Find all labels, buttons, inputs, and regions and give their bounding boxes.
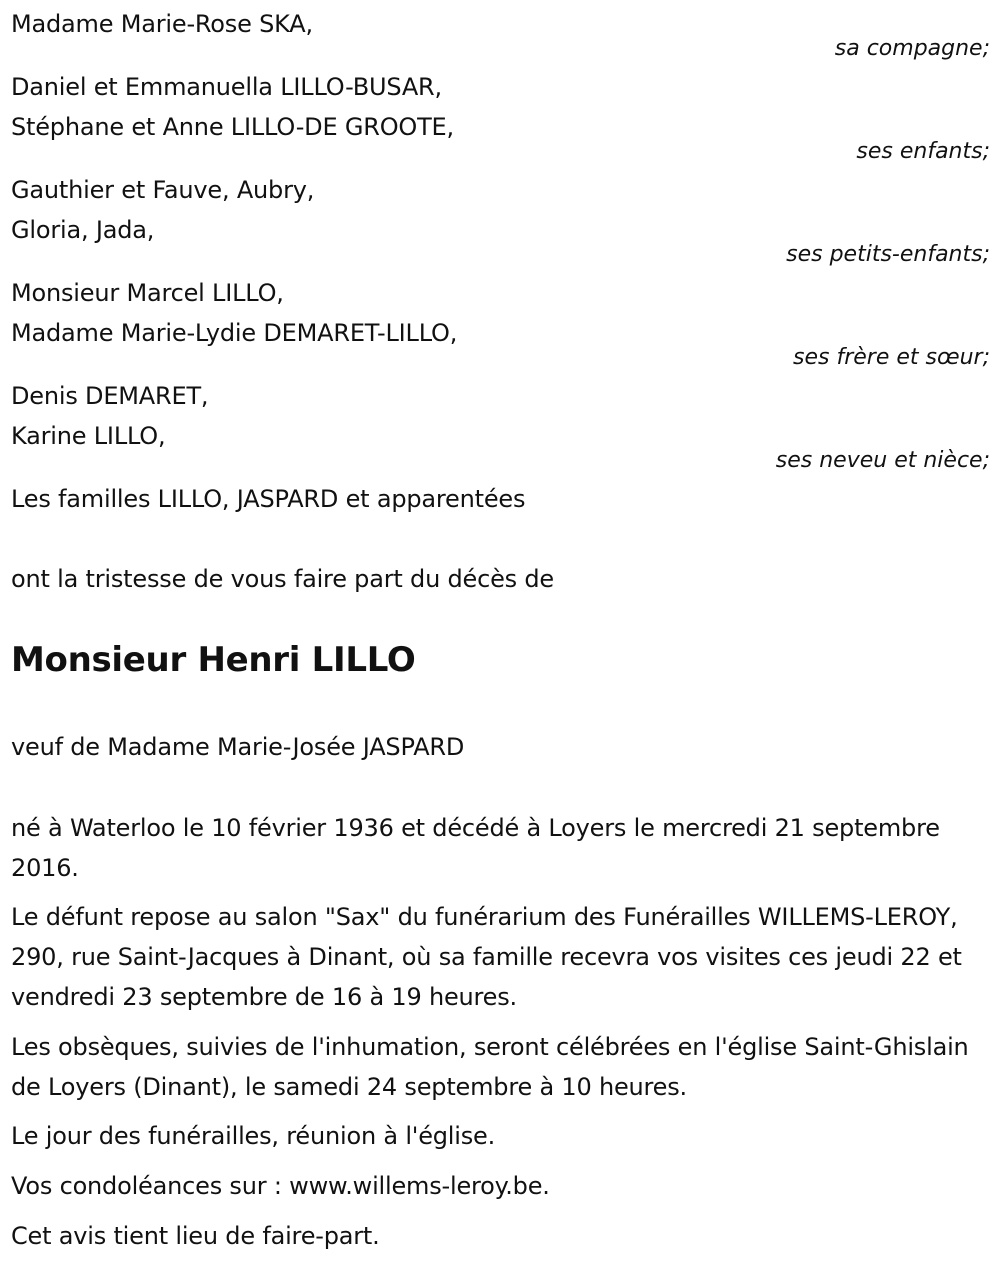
family-name-line: Madame Marie-Rose SKA,	[11, 10, 313, 38]
widower-line: veuf de Madame Marie-Josée JASPARD	[11, 733, 465, 761]
families-line: Les familles LILLO, JASPARD et apparentées	[11, 485, 526, 513]
family-name-line: Karine LILLO,	[11, 422, 166, 450]
relation-label: ses petits-enfants;	[786, 242, 990, 267]
condolences-paragraph: Vos condoléances sur : www.willems-leroy.be.	[11, 1172, 550, 1200]
birth-death-paragraph: né à Waterloo le 10 février 1936 et décédé à Loyers le mercredi 21 septembre 2016.	[11, 814, 940, 882]
family-name-line: Madame Marie-Lydie DEMARET-LILLO,	[11, 319, 458, 347]
visitation-paragraph: Le défunt repose au salon "Sax" du funérarium des Funérailles WILLEMS-LEROY, 290, rue Saint-Jacques à Dinant, où sa famille recevra vos visites ces jeudi 22 et vendredi 23 septembre de 16 à 19 heures.	[11, 903, 962, 1011]
meeting-paragraph: Le jour des funérailles, réunion à l'église.	[11, 1122, 496, 1150]
family-name-line: Stéphane et Anne LILLO-DE GROOTE,	[11, 113, 454, 141]
relation-label: ses frère et sœur;	[793, 345, 990, 370]
family-name-line: Gloria, Jada,	[11, 216, 155, 244]
family-name-line: Monsieur Marcel LILLO,	[11, 279, 284, 307]
funeral-paragraph: Les obsèques, suivies de l'inhumation, seront célébrées en l'église Saint-Ghislain de Loyers (Dinant), le samedi 24 septembre à 10 heures.	[11, 1033, 969, 1101]
announcement-text: ont la tristesse de vous faire part du décès de	[11, 565, 554, 593]
family-name-line: Denis DEMARET,	[11, 382, 209, 410]
family-name-line: Daniel et Emmanuella LILLO-BUSAR,	[11, 73, 442, 101]
relation-label: ses enfants;	[856, 139, 990, 164]
notice-paragraph: Cet avis tient lieu de faire-part.	[11, 1222, 380, 1250]
relation-label: sa compagne;	[834, 36, 990, 61]
family-name-line: Gauthier et Fauve, Aubry,	[11, 176, 315, 204]
relation-label: ses neveu et nièce;	[775, 448, 990, 473]
deceased-name: Monsieur Henri LILLO	[11, 640, 416, 680]
